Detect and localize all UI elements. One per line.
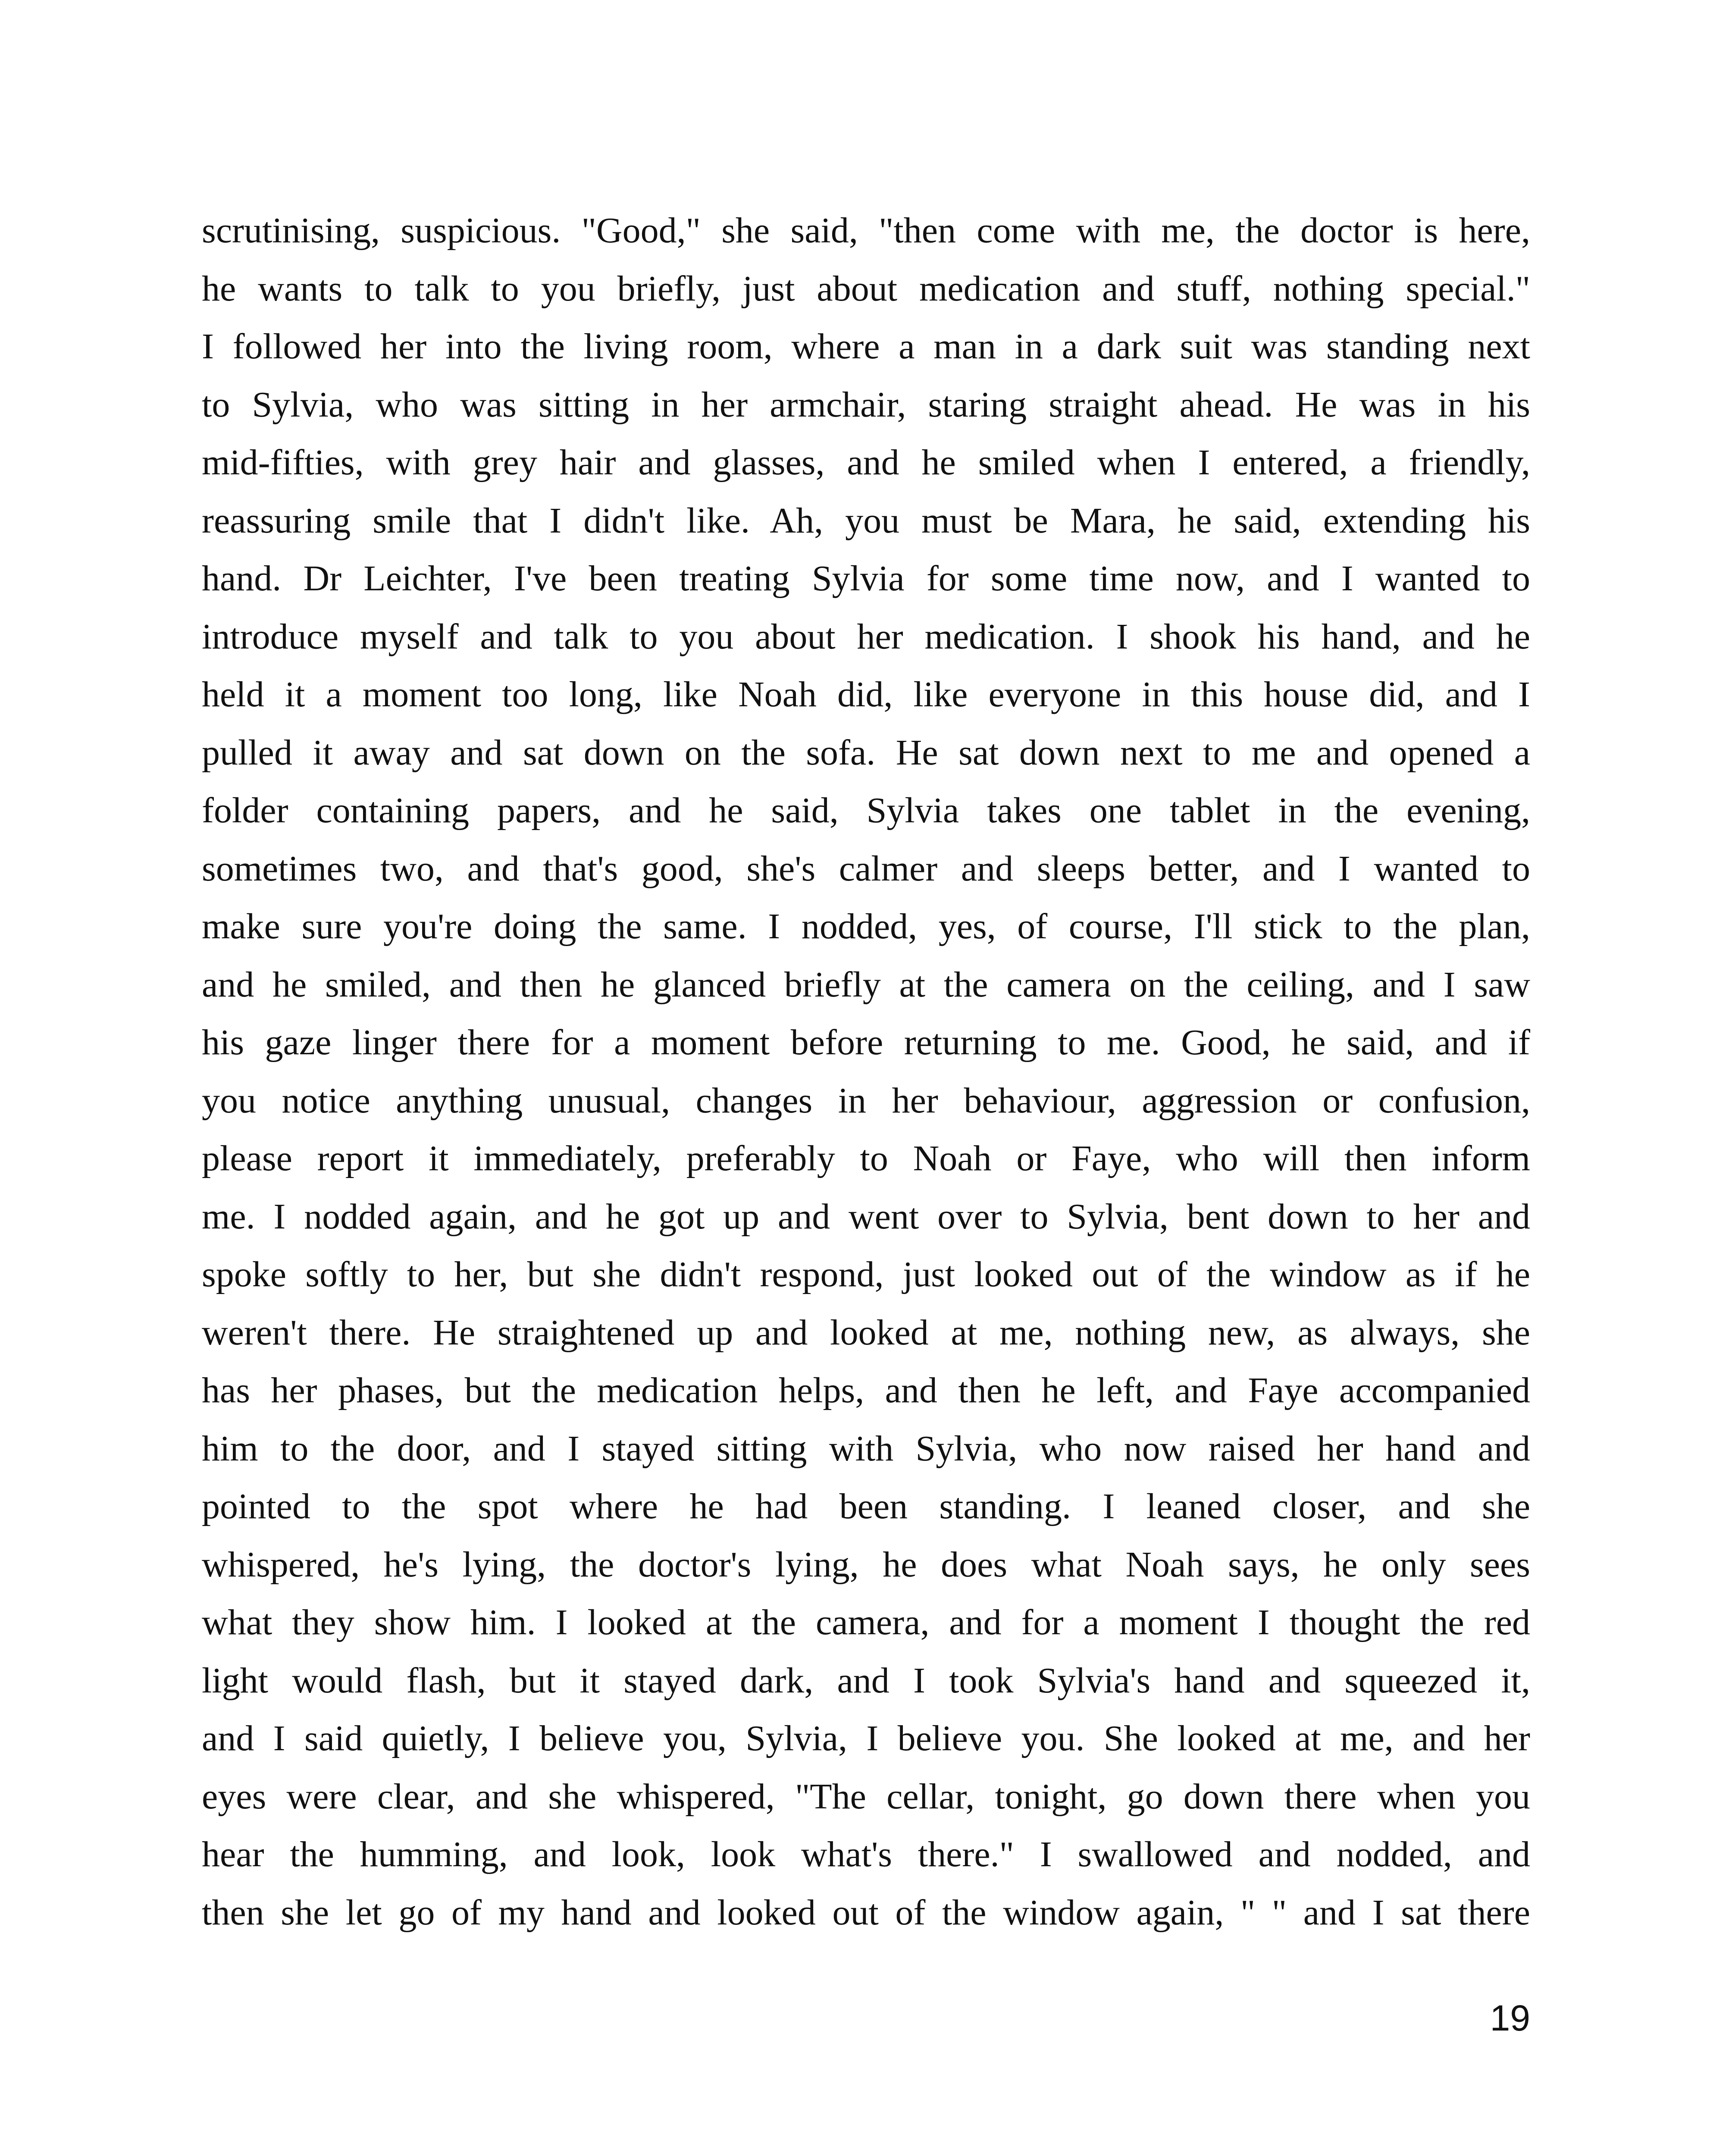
text-line: I followed her into the living room, where a man in a dark suit was standing next [202,326,1530,367]
text-line: pointed to the spot where he had been standing. I leaned closer, and she [202,1486,1530,1526]
text-line: eyes were clear, and she whispered, "The cellar, tonight, go down there when you [202,1776,1530,1817]
page-number: 19 [1490,1998,1530,2038]
text-line: then she let go of my hand and looked out of the window again, " " and I sat there [202,1892,1530,1933]
text-line: has her phases, but the medication helps, and then he left, and Faye accompanied [202,1370,1530,1410]
text-line: hand. Dr Leichter, I've been treating Sylvia for some time now, and I wanted to [202,558,1530,599]
text-line: spoke softly to her, but she didn't respond, just looked out of the window as if he [202,1254,1530,1294]
text-line: you notice anything unusual, changes in her behaviour, aggression or confusion, [202,1080,1530,1121]
text-line: he wants to talk to you briefly, just about medication and stuff, nothing special." [202,268,1530,309]
text-line: and he smiled, and then he glanced briefly at the camera on the ceiling, and I saw [202,964,1530,1005]
text-line: hear the humming, and look, look what's there." I swallowed and nodded, and [202,1834,1530,1874]
text-line: scrutinising, suspicious. "Good," she said, "then come with me, the doctor is here, [202,210,1530,251]
text-line: held it a moment too long, like Noah did, like everyone in this house did, and I [202,674,1530,714]
text-line: his gaze linger there for a moment before returning to me. Good, he said, and if [202,1022,1530,1062]
text-line: folder containing papers, and he said, Sylvia takes one tablet in the evening, [202,790,1530,830]
text-line: to Sylvia, who was sitting in her armchair, staring straight ahead. He was in his [202,384,1530,425]
text-line: what they show him. I looked at the camera, and for a moment I thought the red [202,1602,1530,1642]
text-line: reassuring smile that I didn't like. Ah, you must be Mara, he said, extending his [202,500,1530,541]
text-line: pulled it away and sat down on the sofa. He sat down next to me and opened a [202,732,1530,773]
text-line: whispered, he's lying, the doctor's lying, he does what Noah says, he only sees [202,1544,1530,1585]
body-text [202,202,1530,1942]
text-line: make sure you're doing the same. I nodded, yes, of course, I'll stick to the plan, [202,906,1530,946]
text-line: introduce myself and talk to you about her medication. I shook his hand, and he [202,616,1530,657]
text-line: light would flash, but it stayed dark, and I took Sylvia's hand and squeezed it, [202,1660,1530,1701]
text-line: me. I nodded again, and he got up and went over to Sylvia, bent down to her and [202,1196,1530,1237]
text-line: weren't there. He straightened up and looked at me, nothing new, as always, she [202,1312,1530,1353]
text-line: mid-fifties, with grey hair and glasses, and he smiled when I entered, a friendly, [202,442,1530,483]
text-line: sometimes two, and that's good, she's calmer and sleeps better, and I wanted to [202,848,1530,889]
text-line: him to the door, and I stayed sitting with Sylvia, who now raised her hand and [202,1428,1530,1469]
text-line: and I said quietly, I believe you, Sylvia, I believe you. She looked at me, and her [202,1718,1530,1758]
text-line: please report it immediately, preferably to Noah or Faye, who will then inform [202,1138,1530,1178]
